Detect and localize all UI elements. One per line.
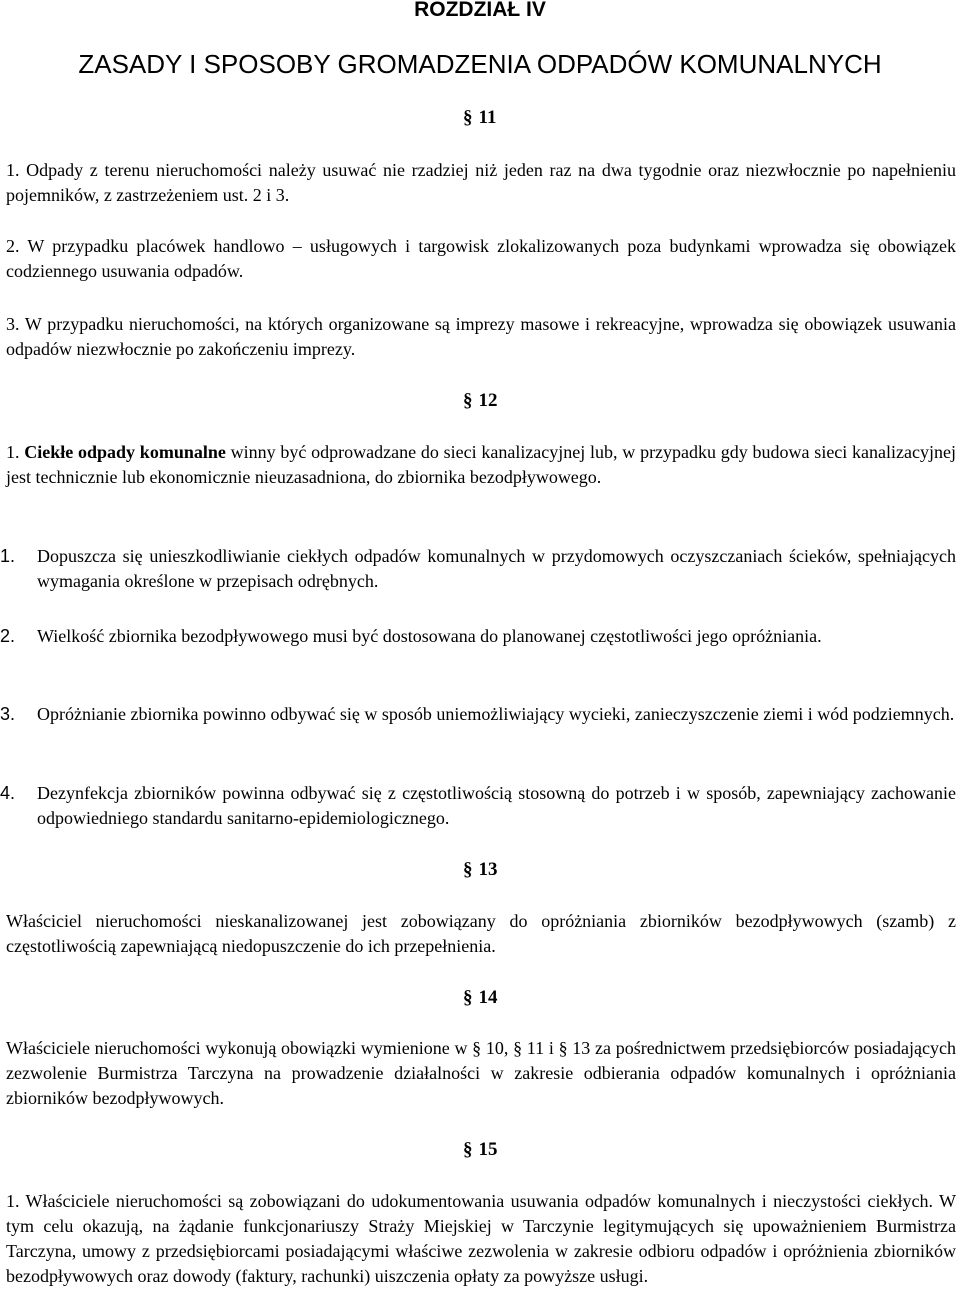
chapter-title: ZASADY I SPOSOBY GROMADZENIA ODPADÓW KOMUNALNYCH: [78, 49, 882, 79]
section-heading-12: [463, 389, 523, 413]
sec13-paragraph-1: Właściciel nieruchomości nieskanalizowanej jest zobowiązany do opróżniania zbiorników bezodpływowych (szamb) z częstotliwością zapewniającą niedopuszczenie do ich przepełnienia.: [6, 911, 956, 956]
section-heading-11: [463, 106, 523, 130]
sec12-p1-number: 1.: [6, 442, 20, 462]
item-text: Dezynfekcja zbiorników powinna odbywać się z częstotliwością stosowną do potrzeb i w sposób, zapewniający zachowanie odpowiedniego standardu sanitarno-epidemiologicznego.: [37, 783, 956, 828]
section-number: 13: [478, 859, 498, 880]
section-symbol: §: [463, 390, 473, 411]
item-number: 1.: [0, 546, 16, 566]
sec12-paragraph-1: [6, 440, 956, 490]
sec12-p1-term: Ciekłe odpady komunalne: [24, 442, 226, 462]
sec14-paragraph-1: Właściciele nieruchomości wykonują obowiązki wymienione w § 10, § 11 i § 13 za pośrednictwem przedsiębiorców posiadających zezwolenie Burmistrza Tarczyna na prowadzenie działalności w zakresie odbierania odpadów komunalnych i opróżniania zbiorników bezodpływowych.: [6, 1038, 956, 1108]
item-number: 2.: [0, 626, 16, 646]
section-symbol: §: [463, 1139, 473, 1160]
section-heading-14: [463, 986, 523, 1010]
item-number: 4.: [0, 783, 16, 803]
sec12-item-4: [0, 781, 956, 831]
section-symbol: §: [463, 859, 473, 880]
sec11-paragraph-1: 1. Odpady z terenu nieruchomości należy usuwać nie rzadziej niż jeden raz na dwa tygodnie oraz niezwłocznie po napełnieniu pojemników, z zastrzeżeniem ust. 2 i 3.: [6, 160, 956, 205]
section-number: 14: [478, 987, 498, 1008]
item-number: 3.: [0, 704, 16, 724]
sec11-paragraph-2: 2. W przypadku placówek handlowo – usługowych i targowisk zlokalizowanych poza budynkami wprowadza się obowiązek codziennego usuwania odpadów.: [6, 236, 956, 281]
item-text: Dopuszcza się unieszkodliwianie ciekłych odpadów komunalnych w przydomowych oczyszczaniach ścieków, spełniających wymagania określone w przepisach odrębnych.: [37, 546, 956, 591]
item-text: Opróżnianie zbiornika powinno odbywać się w sposób uniemożliwiający wycieki, zanieczyszczenie ziemi i wód podziemnych.: [37, 704, 955, 724]
chapter-heading: ROZDZIAŁ IV: [414, 0, 546, 21]
sec12-p1-text: winny być odprowadzane do sieci kanalizacyjnej lub, w przypadku gdy budowa sieci kanalizacyjnej jest technicznie lub ekonomicznie nieuzasadniona, do zbiornika bezodpływowego.: [6, 442, 956, 487]
section-symbol: §: [463, 107, 473, 128]
sec12-item-3: [0, 702, 956, 727]
section-symbol: §: [463, 987, 473, 1008]
sec12-item-2: [0, 624, 956, 649]
item-text: Wielkość zbiornika bezodpływowego musi być dostosowana do planowanej częstotliwości jego opróżniania.: [37, 626, 822, 646]
section-number: 12: [478, 390, 498, 411]
section-heading-13: [463, 858, 523, 882]
section-number: 11: [478, 107, 497, 128]
sec12-item-1: [0, 544, 956, 594]
sec11-paragraph-3: 3. W przypadku nieruchomości, na których organizowane są imprezy masowe i rekreacyjne, wprowadza się obowiązek usuwania odpadów niezwłocznie po zakończeniu imprezy.: [6, 314, 956, 359]
sec15-paragraph-1: 1. Właściciele nieruchomości są zobowiązani do udokumentowania usuwania odpadów komunalnych i nieczystości ciekłych. W tym celu okazują, na żądanie funkcjonariuszy Straży Miejskiej w Tarczynie legitymujących się upoważnieniem Burmistrza Tarczyna, umowy z przedsiębiorcami posiadającymi właściwe zezwolenia w zakresie odbioru odpadów i opróżnienia zbiorników bezodpływowych oraz dowody (faktury, rachunki) uiszczenia opłaty za powyższe usługi.: [6, 1191, 956, 1286]
section-number: 15: [478, 1139, 498, 1160]
section-heading-15: [463, 1138, 523, 1162]
